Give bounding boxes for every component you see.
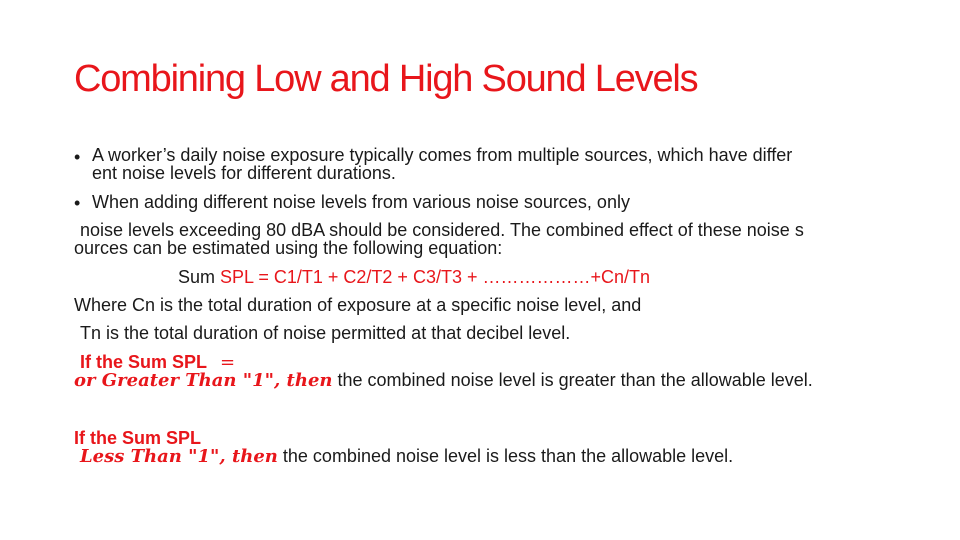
text-line: When adding different noise levels from various noise sources, only — [92, 192, 630, 212]
equation-line — [178, 267, 650, 287]
text-line: ent noise levels for different durations. — [92, 163, 396, 183]
equals-sign: = — [220, 352, 236, 373]
equation-body: SPL = C1/T1 + C2/T2 + C3/T3 + ………………+Cn/Tn — [220, 267, 651, 287]
text-line: Where Cn is the total duration of exposure at a specific noise level, and — [74, 295, 642, 315]
condition-1-body — [74, 370, 813, 391]
text-line: A worker’s daily noise exposure typically comes from multiple sources, which have differ — [92, 145, 793, 165]
condition-rest: the combined noise level is less than the allowable level. — [277, 446, 734, 466]
text-line: Tn is the total duration of noise permitted at that decibel level. — [80, 323, 571, 343]
condition-rest: the combined noise level is greater than the allowable level. — [332, 370, 813, 390]
condition-math: Less Than "1", then — [80, 446, 278, 467]
bullet-marker: • — [74, 147, 81, 167]
slide-title: Combining Low and High Sound Levels — [74, 58, 698, 100]
condition-math: or Greater Than "1", then — [74, 370, 333, 391]
text-line: noise levels exceeding 80 dBA should be considered. The combined effect of these noise s — [80, 220, 804, 240]
condition-2-lead — [74, 428, 201, 448]
condition-lead-text: If the Sum SPL — [80, 352, 208, 372]
condition-lead-text: If the Sum SPL — [74, 428, 202, 448]
condition-2-body — [80, 446, 733, 467]
equation-prefix: Sum — [178, 267, 221, 287]
text-line: ources can be estimated using the following equation: — [74, 238, 503, 258]
bullet-marker: • — [74, 193, 81, 213]
